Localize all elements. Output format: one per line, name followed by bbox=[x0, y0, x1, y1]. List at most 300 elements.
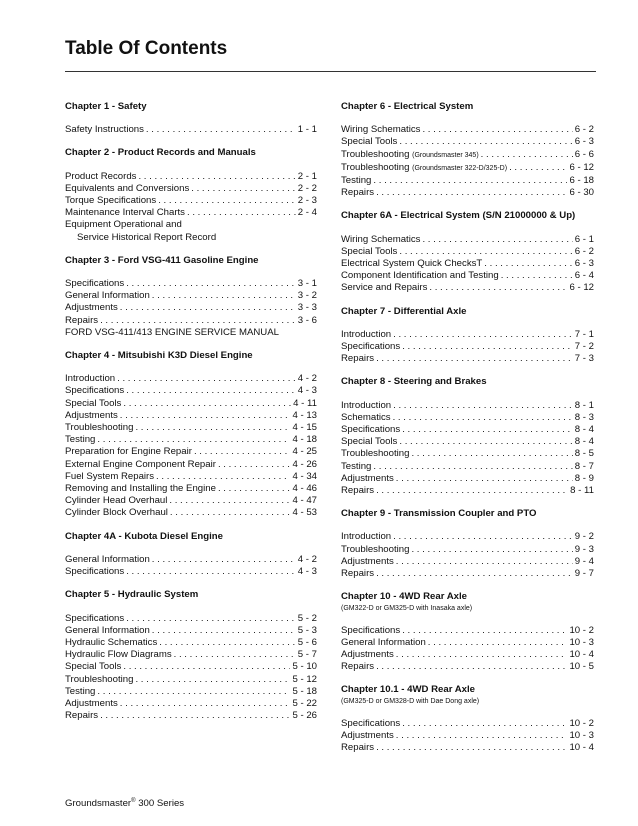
entry-title bbox=[65, 195, 156, 207]
entry-title bbox=[341, 187, 374, 199]
entry-title bbox=[65, 315, 98, 327]
toc-entry[interactable] bbox=[65, 661, 317, 673]
entry-title bbox=[65, 649, 172, 661]
entry-title bbox=[65, 507, 168, 519]
entry-title-text: Specifications bbox=[341, 624, 401, 636]
toc-entry[interactable] bbox=[341, 187, 594, 199]
registered-mark: ® bbox=[131, 798, 136, 804]
page-number: 5 - 22 bbox=[292, 697, 317, 709]
toc-entry[interactable] bbox=[341, 730, 594, 742]
entry-title-text: Specifications bbox=[341, 717, 401, 729]
chapter-note: (GM325-D or GM328-D with Dae Dong axle) bbox=[341, 697, 480, 705]
dot-leader bbox=[187, 207, 296, 219]
entry-title bbox=[65, 385, 124, 397]
chapter-heading: Chapter 10.1 - 4WD Rear Axle bbox=[341, 684, 476, 696]
entry-title bbox=[341, 329, 391, 341]
entry-title bbox=[341, 149, 479, 162]
toc-entry[interactable] bbox=[341, 436, 594, 448]
page-title: Table Of Contents bbox=[65, 38, 228, 59]
page-number: 8 - 4 bbox=[574, 424, 594, 436]
toc-entry[interactable] bbox=[341, 531, 594, 543]
page-footer bbox=[65, 798, 184, 809]
dot-leader bbox=[428, 637, 568, 649]
page-number: 4 - 34 bbox=[292, 470, 317, 482]
entry-subtitle: (Groundsmaster 322-D/325-D) bbox=[412, 164, 508, 172]
page-number: 2 - 4 bbox=[297, 207, 317, 219]
entry-title-text: Introduction bbox=[341, 531, 392, 543]
entry-title-text: Repairs bbox=[341, 187, 375, 199]
chapter-heading: Chapter 8 - Steering and Brakes bbox=[341, 376, 487, 388]
toc-entry[interactable] bbox=[65, 398, 317, 410]
entry-title-text: Specifications bbox=[341, 341, 401, 353]
dot-leader bbox=[97, 434, 290, 446]
page-number: 8 - 1 bbox=[574, 399, 594, 411]
entry-title bbox=[341, 412, 391, 424]
dot-leader bbox=[120, 410, 291, 422]
toc-entry[interactable] bbox=[65, 710, 317, 722]
entry-title bbox=[341, 742, 374, 754]
toc-chapter-section bbox=[65, 531, 317, 579]
entry-title-text: Specifications bbox=[65, 612, 125, 624]
entry-title bbox=[65, 483, 216, 495]
dot-leader bbox=[376, 353, 573, 365]
toc-entry-text: Equipment Operational and bbox=[65, 219, 182, 231]
dot-leader bbox=[411, 544, 572, 556]
dot-leader bbox=[126, 385, 296, 397]
page-number: 5 - 7 bbox=[297, 649, 317, 661]
dot-leader bbox=[399, 136, 572, 148]
entry-title-text: Adjustments bbox=[341, 555, 394, 567]
chapter-heading: Chapter 4A - Kubota Diesel Engine bbox=[65, 530, 223, 542]
toc-entry[interactable] bbox=[65, 434, 317, 446]
toc-entry[interactable] bbox=[65, 207, 317, 219]
entry-title-text: Introduction bbox=[341, 328, 392, 340]
page-number: 8 - 9 bbox=[574, 472, 594, 484]
title-rule bbox=[65, 71, 596, 72]
page-number: 9 - 4 bbox=[574, 555, 594, 567]
toc-entry[interactable] bbox=[65, 195, 317, 207]
page-number: 9 - 7 bbox=[574, 568, 594, 580]
entry-title bbox=[65, 124, 144, 136]
toc-entry[interactable] bbox=[65, 459, 317, 471]
dot-leader bbox=[402, 718, 567, 730]
entry-title-text: Electrical System Quick ChecksT bbox=[341, 258, 483, 270]
entry-title bbox=[65, 566, 124, 578]
toc-chapter-section bbox=[341, 306, 594, 366]
entry-title-text: Specifications bbox=[65, 566, 125, 578]
toc-entry[interactable] bbox=[341, 258, 594, 270]
entry-title-text: Cylinder Block Overhaul bbox=[65, 507, 168, 519]
toc-entry[interactable] bbox=[65, 483, 317, 495]
page-number: 10 - 2 bbox=[569, 624, 594, 636]
entry-subtitle: (Groundsmaster 345) bbox=[412, 151, 479, 159]
page-number: 2 - 3 bbox=[297, 195, 317, 207]
chapter-heading: Chapter 6 - Electrical System bbox=[341, 101, 474, 112]
entry-title bbox=[341, 625, 400, 637]
toc-entry[interactable] bbox=[341, 175, 594, 187]
entry-title bbox=[341, 637, 426, 649]
toc-chapter-section bbox=[341, 210, 594, 294]
toc-entry[interactable] bbox=[65, 698, 317, 710]
toc-entry[interactable] bbox=[341, 412, 594, 424]
entry-title-text: Special Tools bbox=[341, 136, 398, 148]
toc-entry[interactable] bbox=[341, 742, 594, 754]
toc-entry[interactable] bbox=[341, 461, 594, 473]
toc-entry[interactable] bbox=[341, 649, 594, 661]
page-number: 4 - 46 bbox=[292, 483, 317, 495]
toc-entry[interactable] bbox=[65, 302, 317, 314]
entry-title bbox=[341, 544, 409, 556]
page-number: 5 - 2 bbox=[297, 612, 317, 624]
entry-title bbox=[341, 485, 374, 497]
page-number: 8 - 11 bbox=[570, 485, 594, 497]
entry-title-text: Repairs bbox=[341, 353, 375, 365]
entry-title-text: Testing bbox=[65, 434, 96, 446]
page-number: 2 - 2 bbox=[297, 182, 317, 194]
toc-right-column bbox=[341, 101, 594, 765]
chapter-heading: Chapter 1 - Safety bbox=[65, 101, 147, 112]
page-number: 4 - 11 bbox=[293, 397, 317, 409]
toc-entry[interactable] bbox=[341, 136, 594, 148]
toc-entry[interactable] bbox=[65, 471, 317, 483]
toc-entry[interactable] bbox=[65, 278, 317, 290]
dot-leader bbox=[146, 124, 296, 136]
toc-chapter-section bbox=[341, 684, 594, 754]
toc-entry[interactable] bbox=[65, 613, 317, 625]
entry-title-text: Troubleshooting bbox=[341, 448, 410, 460]
entry-title bbox=[65, 373, 115, 385]
toc-entry[interactable] bbox=[65, 637, 317, 649]
page-number: 10 - 3 bbox=[569, 636, 594, 648]
entry-title-text: Introduction bbox=[341, 399, 392, 411]
dot-leader bbox=[123, 398, 291, 410]
dot-leader bbox=[376, 485, 568, 497]
page-number: 6 - 12 bbox=[569, 161, 594, 173]
page-number: 7 - 3 bbox=[574, 353, 594, 365]
page-number: 10 - 4 bbox=[569, 741, 594, 753]
dot-leader bbox=[393, 400, 573, 412]
dot-leader bbox=[218, 459, 291, 471]
entry-title bbox=[341, 473, 394, 485]
chapter-heading: Chapter 7 - Differential Axle bbox=[341, 305, 467, 317]
entry-title bbox=[65, 410, 118, 422]
toc-entry[interactable] bbox=[341, 544, 594, 556]
entry-title-text: External Engine Component Repair bbox=[65, 458, 216, 470]
page-number: 6 - 2 bbox=[574, 124, 594, 136]
page-number: 6 - 12 bbox=[569, 282, 594, 294]
entry-title bbox=[65, 661, 121, 673]
toc-left-column bbox=[65, 101, 317, 733]
page-number: 5 - 12 bbox=[292, 673, 317, 685]
entry-title bbox=[65, 554, 150, 566]
page-number: 6 - 3 bbox=[574, 258, 594, 270]
toc-chapter-section bbox=[341, 508, 594, 580]
entry-title bbox=[341, 270, 499, 282]
entry-title-text: Safety Instructions bbox=[65, 124, 144, 136]
toc-entry[interactable] bbox=[65, 674, 317, 686]
dot-leader bbox=[126, 613, 296, 625]
toc-chapter-section bbox=[65, 350, 317, 520]
entry-title-text: Schematics bbox=[341, 411, 391, 423]
toc-chapter-section bbox=[341, 591, 594, 673]
page-number: 4 - 3 bbox=[297, 385, 317, 397]
dot-leader bbox=[376, 187, 567, 199]
toc-entry-text: FORD VSG-411/413 ENGINE SERVICE MANUAL bbox=[65, 326, 279, 338]
toc-entry[interactable] bbox=[341, 400, 594, 412]
entry-title-text: Specifications bbox=[65, 385, 125, 397]
entry-title bbox=[65, 625, 150, 637]
entry-title bbox=[65, 207, 185, 219]
dot-leader bbox=[393, 412, 573, 424]
dot-leader bbox=[411, 448, 572, 460]
toc-entry[interactable] bbox=[341, 270, 594, 282]
entry-title-text: Specifications bbox=[65, 278, 125, 290]
page-number: 5 - 10 bbox=[292, 661, 317, 673]
page-number: 8 - 7 bbox=[574, 460, 594, 472]
page-number: 4 - 25 bbox=[292, 446, 317, 458]
entry-title-text: Preparation for Engine Repair bbox=[65, 446, 192, 458]
toc-entry[interactable] bbox=[65, 373, 317, 385]
entry-title bbox=[341, 461, 371, 473]
toc-entry[interactable] bbox=[341, 637, 594, 649]
chapter-heading: Chapter 9 - Transmission Coupler and PTO bbox=[341, 508, 537, 520]
entry-title-text: Wiring Schematics bbox=[341, 233, 421, 245]
dot-leader bbox=[509, 162, 567, 174]
dot-leader bbox=[501, 270, 573, 282]
entry-title bbox=[341, 649, 394, 661]
page-number: 6 - 30 bbox=[569, 187, 594, 199]
toc-entry[interactable] bbox=[65, 290, 317, 302]
toc-entry[interactable] bbox=[341, 124, 594, 136]
entry-title bbox=[65, 613, 124, 625]
toc-entry[interactable] bbox=[65, 410, 317, 422]
entry-title bbox=[341, 400, 391, 412]
page-number: 4 - 13 bbox=[292, 409, 317, 421]
dot-leader bbox=[399, 436, 572, 448]
toc-entry[interactable] bbox=[65, 495, 317, 507]
entry-title bbox=[65, 698, 118, 710]
toc-entry[interactable] bbox=[65, 183, 317, 195]
entry-title bbox=[341, 341, 400, 353]
dot-leader bbox=[399, 246, 572, 258]
entry-title bbox=[341, 531, 391, 543]
page-number: 10 - 2 bbox=[569, 717, 594, 729]
page-number: 4 - 3 bbox=[297, 566, 317, 578]
entry-title-text: General Information bbox=[65, 553, 150, 565]
page-number: 8 - 3 bbox=[574, 411, 594, 423]
toc-entry[interactable] bbox=[341, 246, 594, 258]
page-number: 4 - 15 bbox=[292, 422, 317, 434]
toc-entry[interactable] bbox=[341, 353, 594, 365]
entry-title bbox=[341, 436, 397, 448]
dot-leader bbox=[396, 649, 568, 661]
dot-leader bbox=[135, 422, 290, 434]
toc-entry[interactable] bbox=[341, 718, 594, 730]
toc-entry[interactable] bbox=[341, 625, 594, 637]
entry-title bbox=[65, 171, 136, 183]
entry-title bbox=[341, 661, 374, 673]
page-number: 10 - 5 bbox=[569, 661, 594, 673]
dot-leader bbox=[376, 661, 567, 673]
entry-title bbox=[65, 710, 98, 722]
entry-title-text: Adjustments bbox=[65, 409, 118, 421]
dot-leader bbox=[402, 341, 573, 353]
page-number: 4 - 2 bbox=[297, 373, 317, 385]
toc-entry[interactable] bbox=[341, 149, 594, 162]
entry-title bbox=[341, 162, 507, 175]
toc-entry[interactable] bbox=[341, 282, 594, 294]
entry-title bbox=[65, 302, 118, 314]
toc-entry[interactable] bbox=[65, 566, 317, 578]
toc-entry[interactable] bbox=[341, 424, 594, 436]
entry-title-text: Wiring Schematics bbox=[341, 124, 421, 136]
entry-title-text: Introduction bbox=[65, 373, 116, 385]
toc-entry[interactable] bbox=[65, 422, 317, 434]
page-number: 4 - 26 bbox=[292, 458, 317, 470]
entry-title bbox=[341, 175, 371, 187]
dot-leader bbox=[138, 171, 295, 183]
entry-title bbox=[65, 183, 189, 195]
chapter-note: (GM322-D or GM325-D with Inasaka axle) bbox=[341, 604, 473, 612]
toc-entry[interactable] bbox=[341, 485, 594, 497]
entry-title-text: Product Records bbox=[65, 170, 137, 182]
entry-title-text: Component Identification and Testing bbox=[341, 270, 499, 282]
entry-title-text: Troubleshooting bbox=[341, 543, 410, 555]
entry-title-text: Repairs bbox=[341, 661, 375, 673]
entry-title-text: Removing and Installing the Engine bbox=[65, 483, 216, 495]
dot-leader bbox=[376, 742, 567, 754]
toc-entry[interactable] bbox=[65, 124, 317, 136]
toc-entry[interactable] bbox=[65, 385, 317, 397]
entry-title-text: Adjustments bbox=[341, 472, 394, 484]
page-number: 5 - 26 bbox=[292, 710, 317, 722]
entry-title bbox=[65, 637, 157, 649]
entry-title-text: General Information bbox=[65, 624, 150, 636]
dot-leader bbox=[120, 302, 296, 314]
entry-title bbox=[341, 353, 374, 365]
entry-title bbox=[65, 446, 192, 458]
entry-title bbox=[341, 234, 420, 246]
dot-leader bbox=[126, 566, 296, 578]
entry-title-text: Testing bbox=[341, 460, 372, 472]
page-number: 6 - 3 bbox=[574, 136, 594, 148]
toc-entry[interactable] bbox=[341, 329, 594, 341]
page-number: 9 - 2 bbox=[574, 531, 594, 543]
toc-entry[interactable] bbox=[65, 507, 317, 519]
toc-entry[interactable] bbox=[65, 171, 317, 183]
dot-leader bbox=[218, 483, 291, 495]
footer-brand: Groundsmaster bbox=[65, 798, 132, 810]
toc-entry[interactable] bbox=[341, 234, 594, 246]
page-number: 5 - 3 bbox=[297, 624, 317, 636]
page-number: 8 - 4 bbox=[574, 436, 594, 448]
toc-entry[interactable] bbox=[65, 315, 317, 327]
entry-title-text: Hydraulic Schematics bbox=[65, 636, 158, 648]
page-number: 7 - 2 bbox=[574, 341, 594, 353]
page-number: 5 - 6 bbox=[297, 636, 317, 648]
page-number: 4 - 47 bbox=[292, 495, 317, 507]
toc-entry[interactable] bbox=[65, 625, 317, 637]
entry-title bbox=[65, 471, 154, 483]
entry-title-text: Equivalents and Conversions bbox=[65, 182, 190, 194]
toc-entry[interactable] bbox=[65, 446, 317, 458]
entry-title bbox=[65, 290, 150, 302]
dot-leader bbox=[396, 730, 568, 742]
entry-title bbox=[65, 278, 124, 290]
toc-entry[interactable] bbox=[65, 686, 317, 698]
dot-leader bbox=[126, 278, 296, 290]
dot-leader bbox=[123, 661, 290, 673]
footer-series: 300 Series bbox=[138, 798, 185, 810]
toc-entry[interactable] bbox=[341, 162, 594, 175]
toc-entry[interactable] bbox=[65, 649, 317, 661]
entry-title bbox=[65, 459, 216, 471]
page-number: 3 - 6 bbox=[297, 314, 317, 326]
page-number: 10 - 3 bbox=[569, 729, 594, 741]
entry-title-text: Adjustments bbox=[341, 729, 394, 741]
entry-title bbox=[341, 136, 397, 148]
entry-title-text: Fuel System Repairs bbox=[65, 470, 155, 482]
page-number: 4 - 53 bbox=[292, 507, 317, 519]
dot-leader bbox=[159, 637, 296, 649]
entry-title bbox=[341, 258, 482, 270]
entry-title-text: Specifications bbox=[341, 424, 401, 436]
toc-entry[interactable] bbox=[341, 556, 594, 568]
dot-leader bbox=[393, 531, 573, 543]
entry-title-text: Maintenance Interval Charts bbox=[65, 207, 185, 219]
chapter-heading: Chapter 3 - Ford VSG-411 Gasoline Engine bbox=[65, 254, 259, 266]
page-number: 10 - 4 bbox=[569, 648, 594, 660]
toc-entry[interactable] bbox=[341, 568, 594, 580]
dot-leader bbox=[152, 554, 296, 566]
entry-title-text: Adjustments bbox=[65, 302, 118, 314]
page-number: 4 - 2 bbox=[297, 553, 317, 565]
entry-title bbox=[341, 424, 400, 436]
entry-title bbox=[341, 718, 400, 730]
toc-entry[interactable] bbox=[341, 341, 594, 353]
dot-leader bbox=[402, 625, 567, 637]
dot-leader bbox=[396, 556, 573, 568]
entry-title-text: Troubleshooting bbox=[65, 422, 134, 434]
entry-title-text: General Information bbox=[341, 636, 426, 648]
entry-title bbox=[341, 124, 420, 136]
page-number: 7 - 1 bbox=[574, 328, 594, 340]
toc-entry[interactable] bbox=[65, 554, 317, 566]
entry-title-text: Special Tools bbox=[65, 397, 122, 409]
toc-entry[interactable] bbox=[341, 473, 594, 485]
dot-leader bbox=[481, 149, 573, 161]
entry-title bbox=[341, 448, 409, 460]
toc-entry[interactable] bbox=[341, 448, 594, 460]
page-number: 6 - 6 bbox=[574, 148, 594, 160]
entry-title-text: Testing bbox=[341, 175, 372, 187]
page-number: 3 - 1 bbox=[297, 278, 317, 290]
dot-leader bbox=[422, 234, 572, 246]
dot-leader bbox=[97, 686, 290, 698]
page-number: 9 - 3 bbox=[574, 543, 594, 555]
entry-title bbox=[341, 568, 374, 580]
entry-title bbox=[65, 674, 133, 686]
dot-leader bbox=[376, 568, 573, 580]
toc-entry[interactable] bbox=[341, 661, 594, 673]
dot-leader bbox=[170, 507, 291, 519]
entry-title-text: Torque Specifications bbox=[65, 195, 157, 207]
entry-title bbox=[65, 686, 95, 698]
dot-leader bbox=[100, 710, 290, 722]
entry-title-text: Repairs bbox=[341, 741, 375, 753]
entry-title bbox=[341, 246, 397, 258]
chapter-heading: Chapter 6A - Electrical System (S/N 21000000 & Up) bbox=[341, 210, 576, 222]
